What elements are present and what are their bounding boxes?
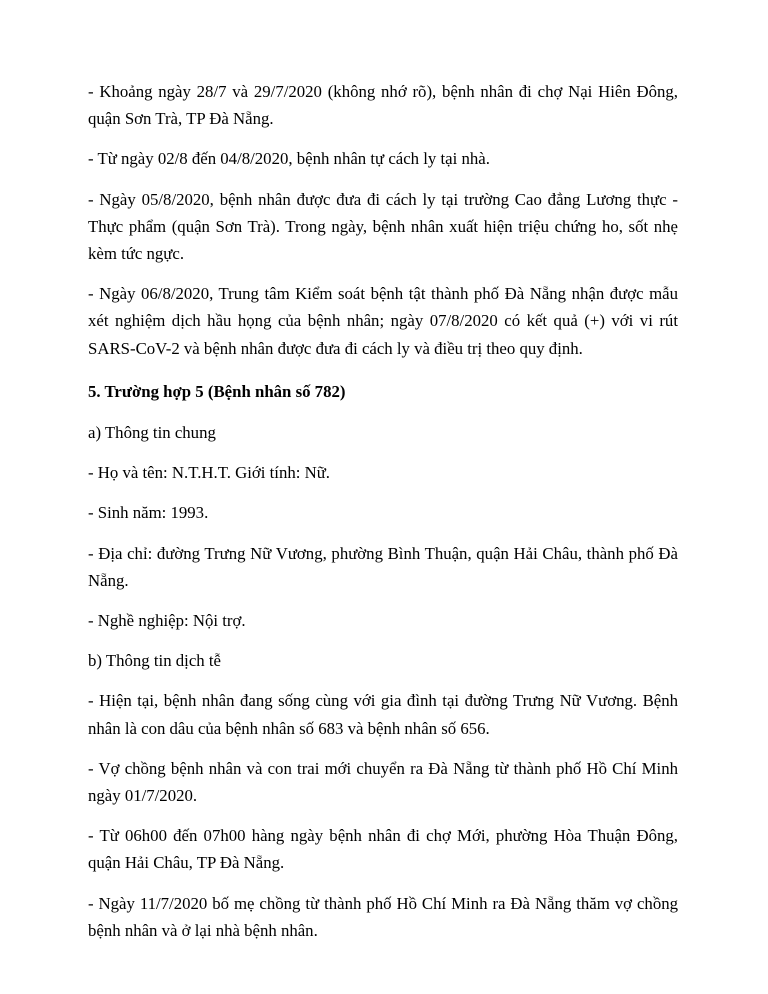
field-name-gender: - Họ và tên: N.T.H.T. Giới tính: Nữ.	[88, 463, 330, 483]
paragraph-current-residence: - Hiện tại, bệnh nhân đang sống cùng với gia đình tại đường Trưng Nữ Vương. Bệnh nhân là con dâu của bệnh nhân số 683 và bệnh nhân số 656.	[88, 691, 683, 738]
paragraph-facility-quarantine: - Ngày 05/8/2020, bệnh nhân được đưa đi cách ly tại trường Cao đẳng Lương thực - Thực phẩm (quận Sơn Trà). Trong ngày, bệnh nhân xuất hiện triệu chứng ho, sốt nhẹ kèm tức ngực.	[88, 189, 683, 264]
subheading-general-info: a) Thông tin chung	[88, 423, 216, 443]
paragraph-home-quarantine: - Từ ngày 02/8 đến 04/8/2020, bệnh nhân tự cách ly tại nhà.	[88, 149, 490, 169]
paragraph-test-result: - Ngày 06/8/2020, Trung tâm Kiểm soát bệnh tật thành phố Đà Nẵng nhận được mẫu xét nghiệm dịch hầu họng của bệnh nhân; ngày 07/8/2020 có kết quả (+) với vi rút SARS-CoV-2 và bệnh nhân được đưa đi cách ly và điều trị theo quy định.	[88, 284, 683, 358]
subheading-epidemiological-info: b) Thông tin dịch tễ	[88, 651, 221, 671]
paragraph-daily-market-routine: - Từ 06h00 đến 07h00 hàng ngày bệnh nhân đi chợ Mới, phường Hòa Thuận Đông, quận Hải Châu, TP Đà Nẵng.	[88, 826, 683, 873]
section-heading-case-5: 5. Trường hợp 5 (Bệnh nhân số 782)	[88, 381, 346, 401]
paragraph-relocation: - Vợ chồng bệnh nhân và con trai mới chuyển ra Đà Nẵng từ thành phố Hồ Chí Minh ngày 01/7/2020.	[88, 758, 683, 806]
field-address: - Địa chỉ: đường Trưng Nữ Vương, phường Bình Thuận, quận Hải Châu, thành phố Đà Nẵng.	[88, 543, 683, 590]
paragraph-parents-in-law-visit: - Ngày 11/7/2020 bố mẹ chồng từ thành phố Hồ Chí Minh ra Đà Nẵng thăm vợ chồng bệnh nhân và ở lại nhà bệnh nhân.	[88, 893, 683, 940]
paragraph-timeline-market-visit: - Khoảng ngày 28/7 và 29/7/2020 (không nhớ rõ), bệnh nhân đi chợ Nại Hiên Đông, quận Sơn Trà, TP Đà Nẵng.	[88, 82, 683, 129]
field-occupation: - Nghề nghiệp: Nội trợ.	[88, 611, 246, 631]
field-birth-year: - Sinh năm: 1993.	[88, 503, 209, 523]
